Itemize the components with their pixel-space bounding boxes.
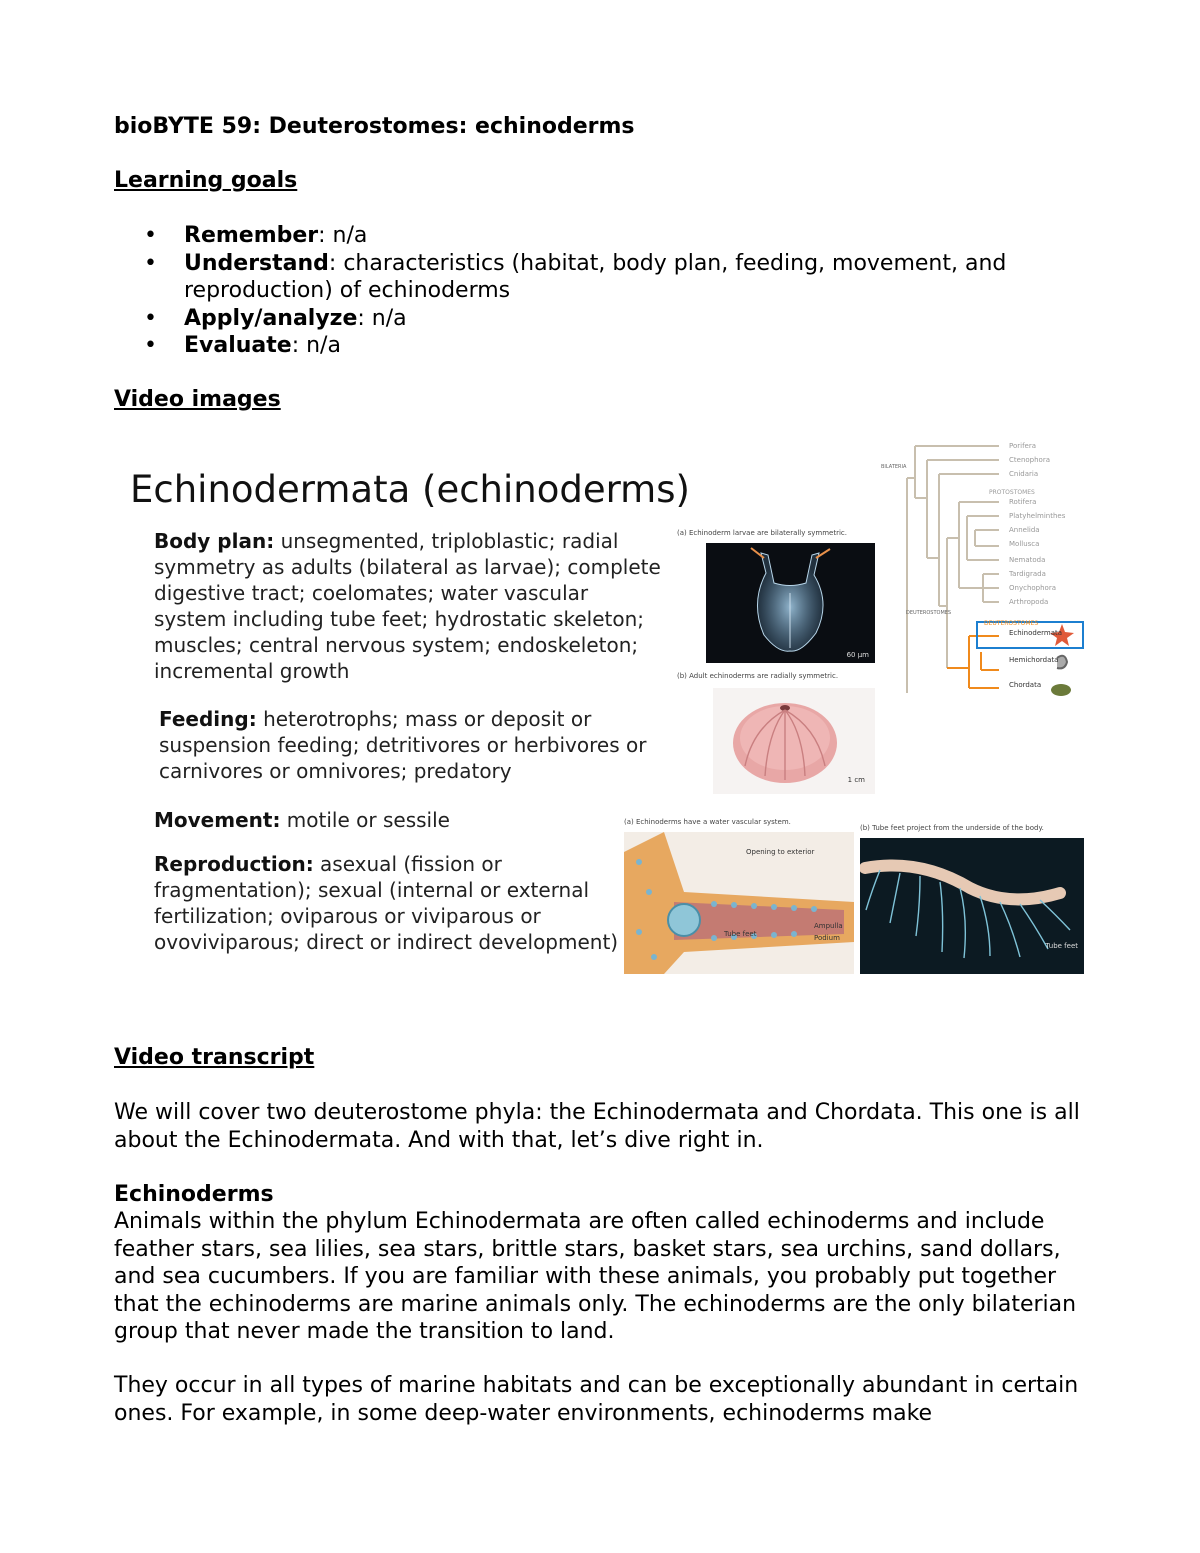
- tree-label: Rotifera: [1009, 498, 1037, 506]
- reproduction-text: asexual (fission or fragmentation); sexual (internal or external fertilization; oviparous or viviparous or ovoviviparous; direct or indirect development): [154, 852, 619, 954]
- slide-body-plan: [154, 528, 664, 684]
- tree-label: Porifera: [1009, 442, 1037, 450]
- tree-label: Onychophora: [1009, 584, 1056, 592]
- learning-goals-list: [114, 222, 1074, 360]
- list-item: [114, 222, 1074, 250]
- transcript-paragraph-1: Animals within the phylum Echinodermata are often called echinoderms and include feather stars, sea lilies, sea stars, brittle stars, basket stars, sea urchins, sand dollars, and sea cucumbers. If you are familiar with these animals, you probably put together that the echinoderms are marine animals only. The echinoderms are the only bilaterian group that never made the transition to land.: [114, 1209, 1077, 1344]
- list-item: [114, 332, 1074, 360]
- opening-label: Opening to exterior: [746, 848, 815, 856]
- transcript-intro: We will cover two deuterostome phyla: the Echinodermata and Chordata. This one is all about the Echinodermata. And with that, let’s dive right in.: [114, 1100, 1080, 1153]
- body-plan-text: unsegmented, triploblastic; radial symmetry as adults (bilateral as larvae); complete digestive tract; coelomates; water vascular system including tube feet; hydrostatic skeleton; muscles; central nervous system; endoskeleton; incremental growth: [154, 529, 661, 683]
- reproduction-label: Reproduction:: [154, 852, 314, 876]
- tube-feet-photo: [860, 838, 1084, 974]
- video-transcript-heading: Video transcript: [114, 1045, 315, 1070]
- slide-reproduction: [154, 851, 629, 955]
- document-title: bioBYTE 59: Deuterostomes: echinoderms: [114, 114, 635, 139]
- water-vascular-diagram: [624, 832, 854, 974]
- echinoderms-heading: Echinoderms: [114, 1182, 274, 1207]
- larva-scale: 60 µm: [846, 651, 869, 659]
- tree-label: Nematoda: [1009, 556, 1046, 564]
- list-item: [114, 250, 1074, 305]
- tree-node-label: BILATERIA: [881, 464, 907, 470]
- larva-caption: (a) Echinoderm larvae are bilaterally symmetric.: [677, 529, 847, 537]
- feeding-text: heterotrophs; mass or deposit or suspension feeding; detritivores or herbivores or carnivores or omnivores; predatory: [159, 707, 647, 783]
- slide-movement: [154, 807, 634, 833]
- tube-feet-label: Tube feet: [724, 930, 757, 938]
- video-images-heading: Video images: [114, 387, 281, 412]
- tree-label: Ctenophora: [1009, 456, 1050, 464]
- tree-label: Mollusca: [1009, 540, 1040, 548]
- larva-photo: [706, 543, 875, 663]
- goal-term: Understand: [184, 250, 329, 276]
- video-slide: [114, 430, 1094, 1000]
- ampulla-label: Ampulla: [814, 922, 843, 930]
- goal-text: : characteristics (habitat, body plan, feeding, movement, and reproduction) of echinoderms: [184, 250, 1007, 303]
- transcript-paragraph-2: They occur in all types of marine habitats and can be exceptionally abundant in certain ones. For example, in some deep-water environments, echinoderms make: [114, 1373, 1079, 1426]
- tree-label: DEUTEROSTOMES: [984, 620, 1039, 627]
- goal-term: Remember: [184, 223, 319, 248]
- phylogeny-tree: [877, 438, 1094, 708]
- learning-goals-heading: Learning goals: [114, 168, 298, 193]
- tree-label: Cnidaria: [1009, 470, 1039, 478]
- goal-text: : n/a: [318, 223, 368, 248]
- feeding-label: Feeding:: [159, 707, 257, 731]
- urchin-caption: (b) Adult echinoderms are radially symmetric.: [677, 672, 839, 680]
- goal-term: Apply/analyze: [184, 305, 358, 331]
- tubefeet-caption: (b) Tube feet project from the underside of the body.: [860, 824, 1044, 832]
- goal-text: : n/a: [357, 305, 407, 331]
- list-item: [114, 305, 1074, 333]
- goal-text: : n/a: [291, 333, 341, 358]
- movement-label: Movement:: [154, 808, 281, 832]
- goal-term: Evaluate: [184, 333, 292, 358]
- tree-label: Hemichordata: [1009, 656, 1059, 664]
- tree-label: Arthropoda: [1009, 598, 1049, 606]
- tree-label: Annelida: [1009, 526, 1040, 534]
- tree-label: Chordata: [1009, 681, 1042, 689]
- tree-label: PROTOSTOMES: [989, 489, 1035, 496]
- urchin-scale: 1 cm: [847, 776, 865, 784]
- slide-title: Echinodermata (echinoderms): [130, 468, 690, 511]
- tree-label: Platyhelminthes: [1009, 512, 1066, 520]
- tube-feet-photo-label: Tube feet: [1045, 942, 1078, 950]
- tree-label: Echinodermata: [1009, 629, 1063, 637]
- slide-feeding: [159, 706, 699, 784]
- tree-label: Tardigrada: [1009, 570, 1046, 578]
- movement-text: motile or sessile: [280, 808, 450, 832]
- vascular-caption: (a) Echinoderms have a water vascular system.: [624, 818, 791, 826]
- podium-label: Podium: [814, 934, 840, 942]
- body-plan-label: Body plan:: [154, 529, 275, 553]
- tree-node-label: DEUTEROSTOMES: [906, 610, 952, 616]
- urchin-photo: [713, 688, 875, 794]
